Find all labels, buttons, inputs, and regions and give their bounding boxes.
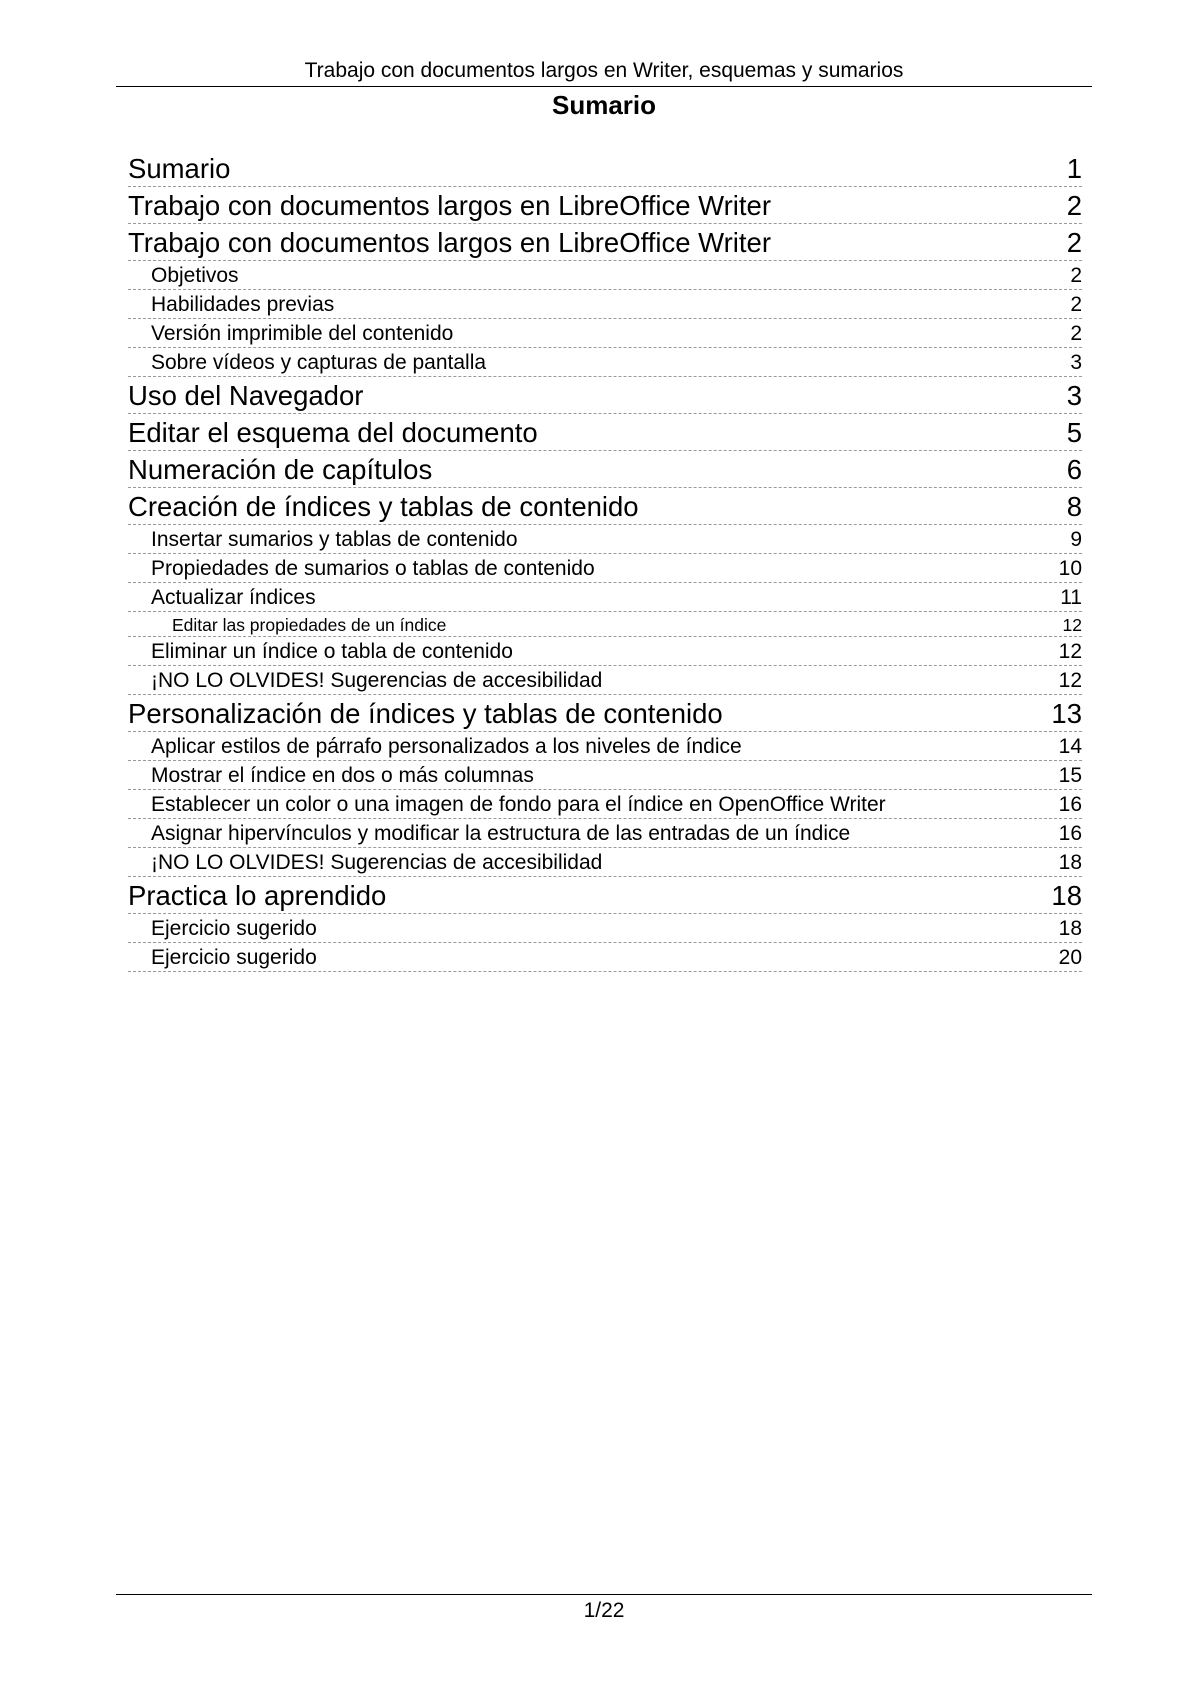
toc-entry[interactable] bbox=[128, 414, 1082, 451]
toc-entry[interactable] bbox=[128, 612, 1082, 637]
toc-entry-label: Editar el esquema del documento bbox=[128, 417, 538, 448]
toc-entry[interactable] bbox=[128, 914, 1082, 943]
toc-entry-label: Sobre vídeos y capturas de pantalla bbox=[151, 351, 487, 374]
toc-entry[interactable] bbox=[128, 224, 1082, 261]
toc-entry[interactable] bbox=[128, 819, 1082, 848]
toc-entry[interactable] bbox=[128, 319, 1082, 348]
toc-entry-page-number: 10 bbox=[1058, 557, 1082, 580]
toc-entry[interactable] bbox=[128, 488, 1082, 525]
page-number: 1/22 bbox=[583, 1599, 625, 1622]
toc-title: Sumario bbox=[551, 90, 657, 120]
running-header-text: Trabajo con documentos largos en Writer, esquemas y sumarios bbox=[304, 59, 904, 82]
toc-entry-label: Personalización de índices y tablas de contenido bbox=[128, 698, 723, 729]
toc-entry-label: Ejercicio sugerido bbox=[151, 946, 317, 969]
toc-entry-label: Editar las propiedades de un índice bbox=[172, 615, 447, 635]
toc-entry[interactable] bbox=[128, 877, 1082, 914]
toc-entry[interactable] bbox=[128, 583, 1082, 612]
toc-entry-label: Uso del Navegador bbox=[128, 380, 364, 411]
toc-entry[interactable] bbox=[128, 637, 1082, 666]
toc-entry-label: Ejercicio sugerido bbox=[151, 917, 317, 940]
toc-entry-label: Habilidades previas bbox=[151, 293, 335, 316]
toc-entry-page-number: 2 bbox=[1070, 293, 1082, 316]
toc-entry[interactable] bbox=[128, 761, 1082, 790]
table-of-contents bbox=[128, 150, 1082, 972]
toc-entry[interactable] bbox=[128, 150, 1082, 187]
toc-entry-label: Actualizar índices bbox=[151, 586, 316, 609]
toc-entry[interactable] bbox=[128, 377, 1082, 414]
toc-entry-page-number: 5 bbox=[1066, 417, 1082, 448]
toc-entry-page-number: 13 bbox=[1051, 698, 1082, 729]
toc-entry-label: Trabajo con documentos largos en LibreOffice Writer bbox=[128, 227, 772, 258]
toc-entry[interactable] bbox=[128, 848, 1082, 877]
toc-entry-page-number: 3 bbox=[1070, 351, 1082, 374]
toc-entry-page-number: 2 bbox=[1070, 322, 1082, 345]
toc-entry-label: Asignar hipervínculos y modificar la estructura de las entradas de un índice bbox=[151, 822, 851, 845]
toc-entry[interactable] bbox=[128, 187, 1082, 224]
toc-entry[interactable] bbox=[128, 451, 1082, 488]
toc-entry-page-number: 18 bbox=[1051, 880, 1082, 911]
running-header bbox=[116, 58, 1092, 87]
toc-entry-label: Propiedades de sumarios o tablas de contenido bbox=[151, 557, 595, 580]
toc-entry-page-number: 6 bbox=[1066, 454, 1082, 485]
toc-entry[interactable] bbox=[128, 290, 1082, 319]
toc-entry-label: Mostrar el índice en dos o más columnas bbox=[151, 764, 534, 787]
toc-entry-label: Trabajo con documentos largos en LibreOffice Writer bbox=[128, 190, 772, 221]
toc-entry[interactable] bbox=[128, 732, 1082, 761]
toc-entry-page-number: 12 bbox=[1058, 669, 1082, 692]
toc-entry-page-number: 2 bbox=[1066, 190, 1082, 221]
toc-entry[interactable] bbox=[128, 666, 1082, 695]
toc-entry-page-number: 2 bbox=[1066, 227, 1082, 258]
toc-entry-label: ¡NO LO OLVIDES! Sugerencias de accesibilidad bbox=[151, 851, 603, 874]
toc-entry[interactable] bbox=[128, 525, 1082, 554]
toc-entry-page-number: 16 bbox=[1058, 822, 1082, 845]
toc-entry-label: Aplicar estilos de párrafo personalizados a los niveles de índice bbox=[151, 735, 742, 758]
toc-entry-page-number: 3 bbox=[1066, 380, 1082, 411]
toc-entry-label: Insertar sumarios y tablas de contenido bbox=[151, 528, 518, 551]
toc-entry[interactable] bbox=[128, 554, 1082, 583]
toc-entry-label: Numeración de capítulos bbox=[128, 454, 433, 485]
toc-entry[interactable] bbox=[128, 943, 1082, 972]
toc-entry-label: Sumario bbox=[128, 153, 231, 184]
toc-entry-page-number: 2 bbox=[1070, 264, 1082, 287]
toc-entry-page-number: 12 bbox=[1062, 615, 1082, 635]
toc-entry[interactable] bbox=[128, 261, 1082, 290]
toc-entry-page-number: 14 bbox=[1058, 735, 1082, 758]
toc-entry-label: Versión imprimible del contenido bbox=[151, 322, 454, 345]
toc-entry-page-number: 1 bbox=[1066, 153, 1082, 184]
toc-entry[interactable] bbox=[128, 695, 1082, 732]
toc-entry-page-number: 12 bbox=[1058, 640, 1082, 663]
toc-entry[interactable] bbox=[128, 790, 1082, 819]
toc-entry-label: Eliminar un índice o tabla de contenido bbox=[151, 640, 513, 663]
toc-entry-page-number: 15 bbox=[1058, 764, 1082, 787]
toc-entry-label: Establecer un color o una imagen de fondo para el índice en OpenOffice Writer bbox=[151, 793, 886, 816]
toc-entry-page-number: 8 bbox=[1066, 491, 1082, 522]
toc-entry-page-number: 9 bbox=[1070, 528, 1082, 551]
toc-entry-page-number: 16 bbox=[1058, 793, 1082, 816]
toc-entry-page-number: 11 bbox=[1060, 586, 1082, 609]
toc-entry[interactable] bbox=[128, 348, 1082, 377]
toc-entry-page-number: 20 bbox=[1058, 946, 1082, 969]
toc-entry-label: ¡NO LO OLVIDES! Sugerencias de accesibilidad bbox=[151, 669, 603, 692]
page-footer bbox=[116, 1594, 1092, 1626]
toc-entry-page-number: 18 bbox=[1058, 917, 1082, 940]
toc-entry-label: Practica lo aprendido bbox=[128, 880, 387, 911]
toc-entry-label: Creación de índices y tablas de contenido bbox=[128, 491, 639, 522]
toc-entry-label: Objetivos bbox=[151, 264, 239, 287]
toc-entry-page-number: 18 bbox=[1058, 851, 1082, 874]
